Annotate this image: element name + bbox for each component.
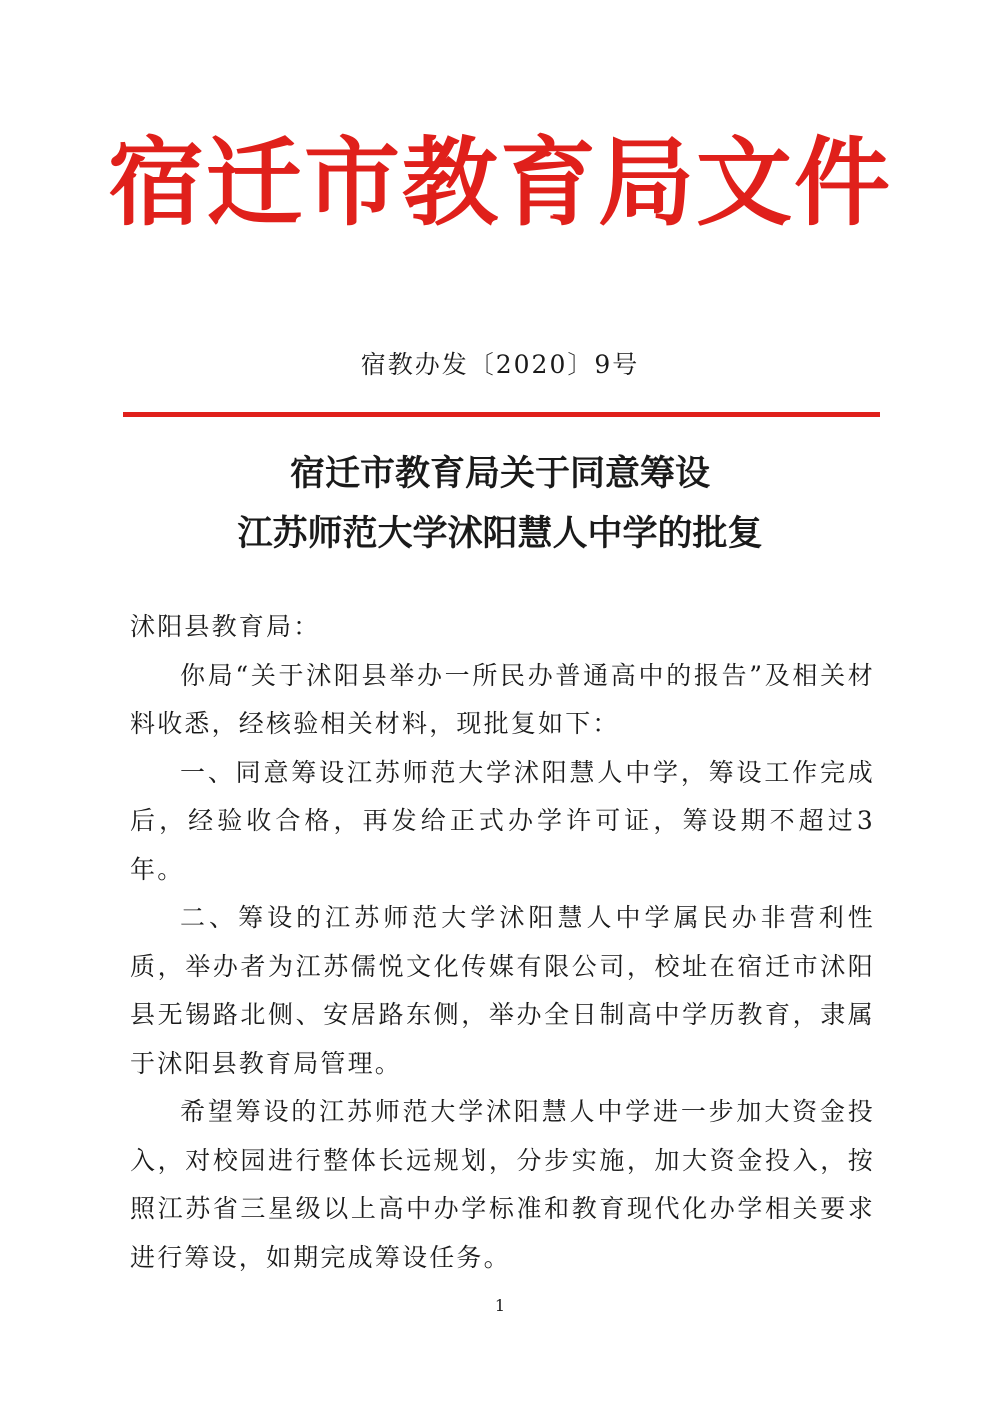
document-number: 宿教办发〔2020〕9号	[360, 350, 640, 379]
subject-line-1: 宿迁市教育局关于同意筹设	[289, 453, 710, 494]
document-body	[130, 603, 875, 1282]
body-paragraph-3: 二、筹设的江苏师范大学沭阳慧人中学属民办非营利性质，举办者为江苏儒悦文化传媒有限公司，校址在宿迁市沭阳县无锡路北侧、安居路东侧，举办全日制高中学历教育，隶属于沭阳县教育局管理。	[130, 903, 875, 1078]
document-subject	[0, 444, 1000, 564]
document-header-title: 宿迁市教育局文件	[108, 126, 892, 239]
header-divider	[123, 412, 880, 417]
addressee: 沭阳县教育局：	[130, 612, 321, 641]
subject-line-2: 江苏师范大学沭阳慧人中学的批复	[237, 513, 763, 554]
page-number: 1	[494, 1296, 506, 1315]
body-paragraph-1: 你局“关于沭阳县举办一所民办普通高中的报告”及相关材料收悉，经核验相关材料，现批复如下：	[130, 660, 875, 738]
body-paragraph-4: 希望筹设的江苏师范大学沭阳慧人中学进一步加大资金投入，对校园进行整体长远规划，分步实施，加大资金投入，按照江苏省三星级以上高中办学标准和教育现代化办学相关要求进行筹设，如期完成筹设任务。	[130, 1097, 875, 1272]
body-paragraph-2: 一、同意筹设江苏师范大学沭阳慧人中学，筹设工作完成后，经验收合格，再发给正式办学许可证，筹设期不超过3年。	[130, 757, 875, 884]
